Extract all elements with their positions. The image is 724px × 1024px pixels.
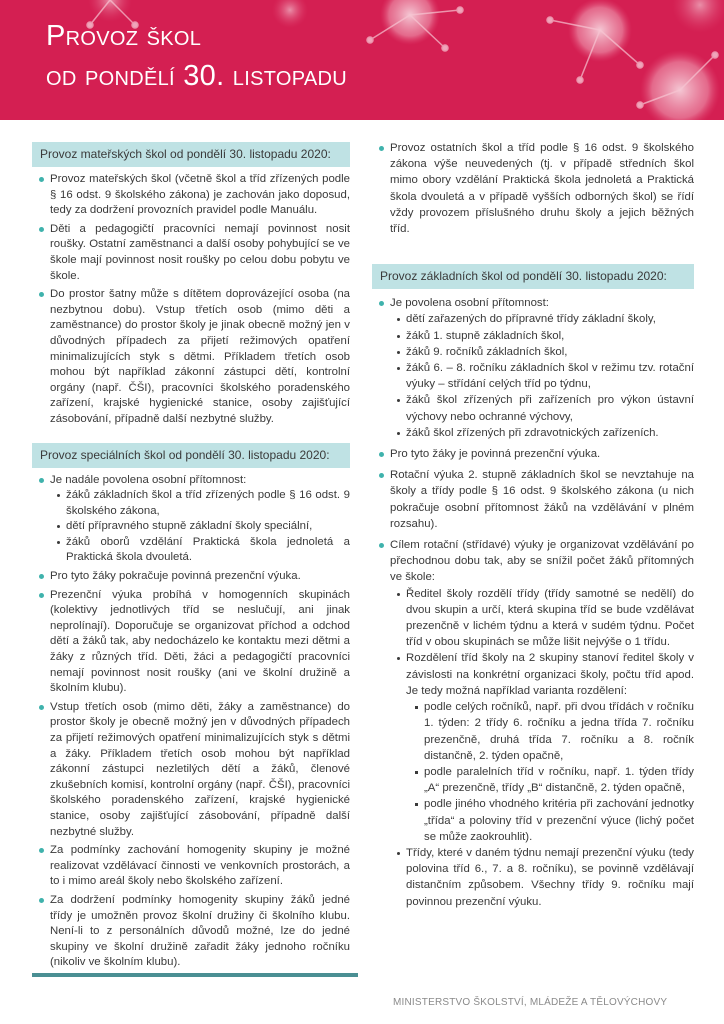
page-title	[46, 16, 347, 96]
list-item: Vstup třetích osob (mimo děti, žáky a zaměstnance) do prostor školy je obecně možný jen v důvodných případech za přijetí režimových opatření minimalizujících styk s dětmi a žáky. Příkladem třetích osob mohou být například zákonní zástupci nezletilých dětí a žáků, členové zkušebních komisí, kontrolní orgány (např. ČŠI), pracovníci školského poradenského zařízení, krajské hygienické stanice, osoby zajišťující zásobování, případně další nezbytné služby.	[32, 700, 350, 840]
list-item: Prezenční výuka probíhá v homogenních skupinách (kolektivy jednotlivých tříd se neslučují, ani jinak neprolínají). Doporučuje se organizovat příchod a odchod dětí a žáků tak, aby nedocházelo ke kontaktu mezi dětmi a žáky z různých tříd. Děti, žáci a pedagogičtí pracovníci nemají povinnost nosit roušky (ani ve školní družině a školním klubu).	[32, 588, 350, 697]
sub-list-item: žáků základních škol a tříd zřízených podle § 16 odst. 9 školského zákona,	[56, 488, 350, 519]
sub-list	[50, 488, 350, 566]
list-item-text: Je povolena osobní přítomnost:	[390, 297, 549, 310]
list-item: Za dodržení podmínky homogenity skupiny žáků jedné třídy je umožněn provoz školní družiny či školního klubu. Není-li to z personálních důvodů možné, lze do jedné skupiny ve školní družině zařadit žáky jednoho ročníku (nikoliv ve školním klubu).	[32, 893, 350, 971]
section-heading-elementary-schools: Provoz základních škol od pondělí 30. listopadu 2020:	[372, 264, 694, 289]
list-item: Provoz mateřských škol (včetně škol a tříd zřízených podle § 16 odst. 9 školského zákona) je zachován jako doposud, tedy za dodržení provozních pravidel podle Manuálu.	[32, 172, 350, 219]
sub-list-item: žáků 6. – 8. ročníku základních škol v režimu tzv. rotační výuky – střídání celých tříd po týdnu,	[396, 360, 694, 392]
list-item: Pro tyto žáky pokračuje povinná prezenční výuka.	[32, 569, 350, 585]
nested-list-item: podle jiného vhodného kritéria při zachování jednotky „třída“ a poloviny tříd v prezenční výuce (lichý počet se může zaokrouhlit).	[414, 796, 694, 845]
sub-list-item: dětí zařazených do přípravné třídy základní školy,	[396, 311, 694, 327]
sub-list-item: žáků 9. ročníků základních škol,	[396, 344, 694, 360]
sub-list-item: žáků oborů vzdělání Praktická škola jednoletá a Praktická škola dvouletá.	[56, 535, 350, 566]
list-item: Provoz ostatních škol a tříd podle § 16 odst. 9 školského zákona výše neuvedených (tj. v případě středních škol mimo obory vzdělání Praktická škola jednoletá a Praktická škola dvouletá a v případě vyšších odborných škol) se řídí vždy provozem příslušného druhu školy a jejich běžných tříd.	[372, 140, 694, 237]
kindergarten-list	[32, 172, 350, 428]
list-item	[372, 537, 694, 910]
list-item: Pro tyto žáky je povinná prezenční výuka.	[372, 446, 694, 462]
sub-list-item: žáků škol zřízených při zařízeních pro výkon ústavní výchovy nebo ochranné výchovy,	[396, 392, 694, 424]
other-schools-list	[372, 140, 694, 237]
sub-list	[390, 311, 694, 441]
left-column	[32, 140, 350, 974]
sub-list-item-text: Rozdělení tříd školy na 2 skupiny stanoví ředitel školy v závislosti na konkrétní organizaci školy, počtu tříd apod. Je tedy možná například varianta rozdělení:	[406, 652, 694, 697]
sub-list-item: Třídy, které v daném týdnu nemají prezenční výuku (tedy polovina tříd 6., 7. a 8. ročníku), se povinně vzdělávají distančním způsobem. Všechny třídy 9. ročníku mají povinnou prezenční výuku.	[396, 845, 694, 910]
right-column	[372, 140, 694, 915]
sub-list-item: žáků škol zřízených při zdravotnických zařízeních.	[396, 425, 694, 441]
list-item: Děti a pedagogičtí pracovníci nemají povinnost nosit roušky. Ostatní zaměstnanci a další osoby pohybující se ve škole mají povinnost nosit roušky po celou dobu pobytu ve škole.	[32, 222, 350, 284]
sub-list-item	[396, 650, 694, 844]
sub-list-item: Ředitel školy rozdělí třídy (třídy samotné se nedělí) do dvou skupin a určí, která skupina tříd se bude vzdělávat prezenčně v lichém týdnu a která v sudém týdnu. Počet tříd v obou skupinách se může lišit nejvýše o 1 třídu.	[396, 586, 694, 651]
nested-list-item: podle celých ročníků, např. při dvou třídách v ročníku 1. týden: 2 třídy 6. ročníku a jedna třída 7. ročníku prezenčně, druhá třída 7. ročníku a 8. ročník distančně, 2. týden opačně,	[414, 699, 694, 764]
section-heading-kindergartens: Provoz mateřských škol od pondělí 30. listopadu 2020:	[32, 142, 350, 167]
header-banner	[0, 0, 724, 120]
list-item	[372, 295, 694, 441]
footer-rule	[32, 973, 358, 977]
elementary-schools-list	[372, 295, 694, 910]
list-item: Do prostor šatny může s dítětem doprovázející osoba (na nezbytnou dobu). Vstup třetích osob (mimo děti a zaměstnance) do prostor školy je jinak obecně možný jen v důvodných případech za přijetí režimových opatření minimalizujících styk s dětmi. Příkladem třetích osob mohou být například zákonní zástupci dětí, kontrolní orgány (např. ČŠI), pracovníci školského poradenského zařízení, krajské hygienické stanice, osoby zajišťující zásobování, případně další nezbytné služby.	[32, 287, 350, 427]
sub-list-item: žáků 1. stupně základních škol,	[396, 328, 694, 344]
ministry-footer: MINISTERSTVO ŠKOLSTVÍ, MLÁDEŽE A TĚLOVÝCHOVY	[393, 997, 668, 1008]
list-item-text: Je nadále povolena osobní přítomnost:	[50, 473, 247, 486]
special-schools-list	[32, 473, 350, 971]
sub-list-item: dětí přípravného stupně základní školy speciální,	[56, 519, 350, 535]
list-item: Rotační výuka 2. stupně základních škol se nevztahuje na školy a třídy podle § 16 odst. 9 školského zákona (u nich pokračuje osobní přítomnost žáků na vzdělávání v plném rozsahu).	[372, 467, 694, 532]
section-heading-special-schools: Provoz speciálních škol od pondělí 30. listopadu 2020:	[32, 443, 350, 468]
sub-list	[390, 586, 694, 910]
nested-list-item: podle paralelních tříd v ročníku, např. 1. týden třídy „A“ prezenčně, třídy „B“ distančně, 2. týden opačně,	[414, 764, 694, 796]
list-item: Za podmínky zachování homogenity skupiny je možné realizovat vzdělávací činnosti ve venkovních prostorách, a to i mimo areál školy nebo školského zařízení.	[32, 843, 350, 890]
title-line-2: od pondělí 30. listopadu	[46, 60, 348, 92]
title-line-1: Provoz škol	[46, 20, 202, 52]
list-item-text: Cílem rotační (střídavé) výuky je organizovat vzdělávání po přechodnou dobu tak, aby se snížil počet žáků přítomných ve škole:	[390, 539, 694, 584]
list-item	[32, 473, 350, 567]
nested-sub-list	[406, 699, 694, 845]
